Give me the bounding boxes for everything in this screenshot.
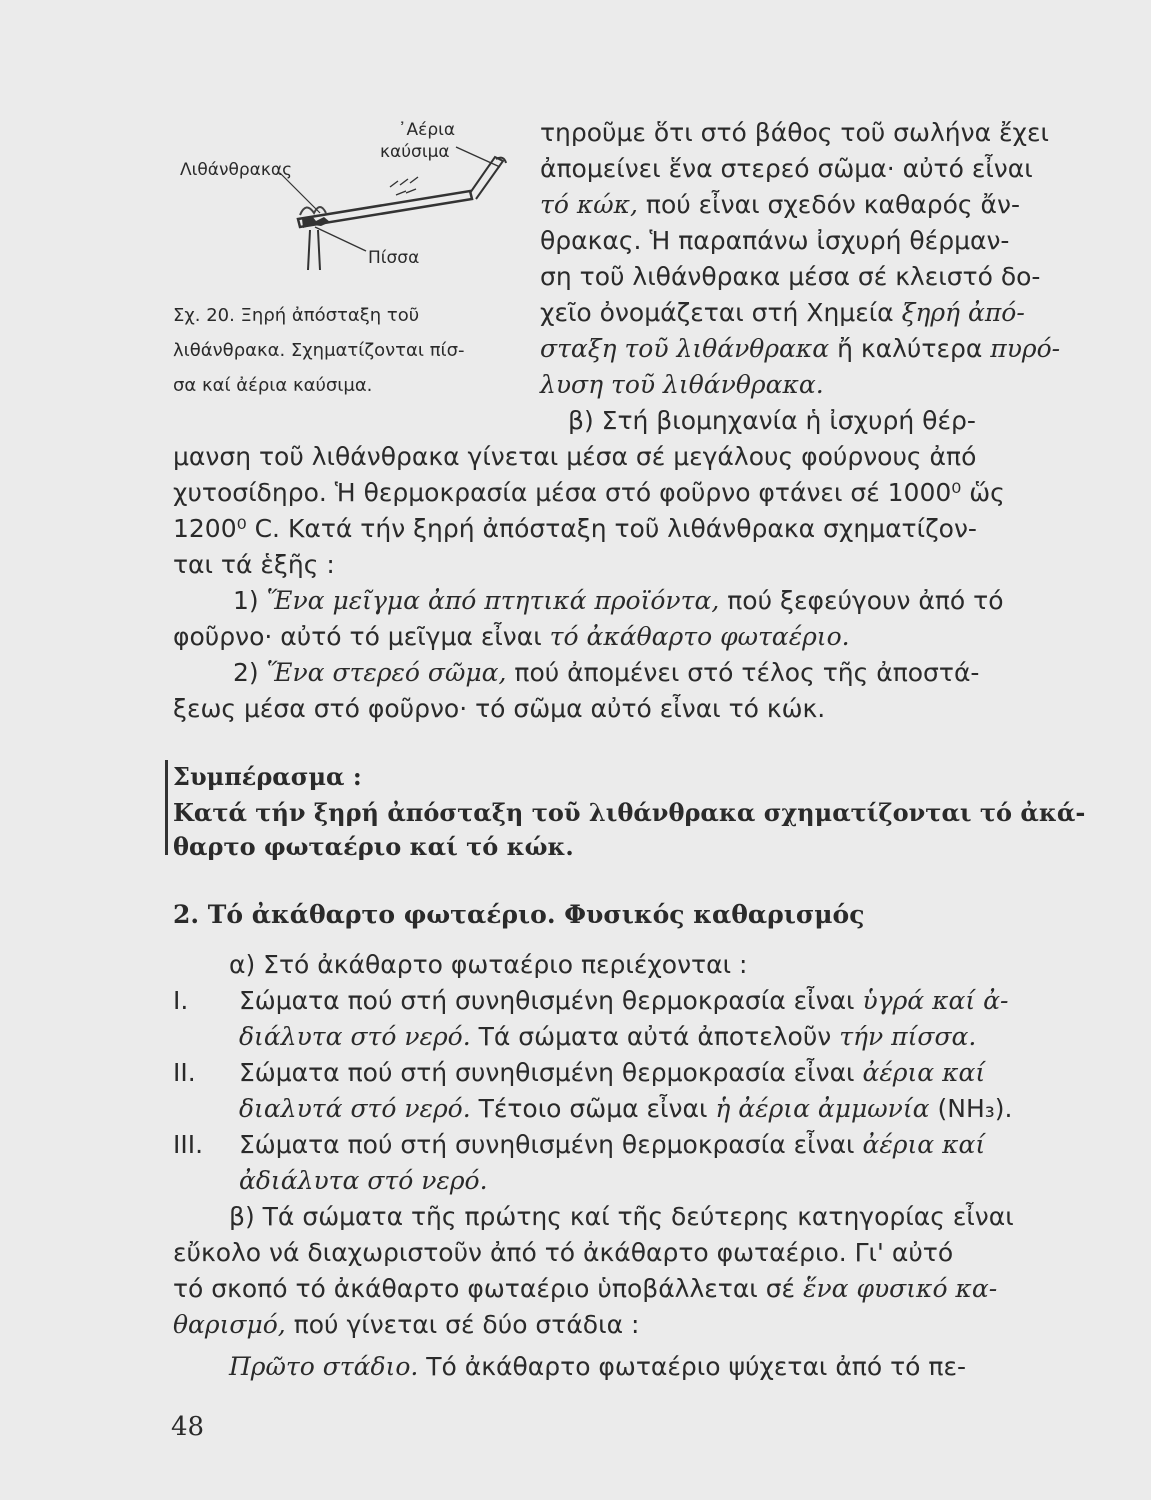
coal-pieces xyxy=(302,216,330,228)
conclusion-rule xyxy=(165,760,168,855)
right-column-line-5: ση τοῦ λιθάνθρακα μέσα σέ κλειστό δο- xyxy=(540,262,1041,291)
list-item-2-line-2: ξεως μέσα στό φοῦρνο· τό σῶμα αὐτό εἶναι τό κώκ. xyxy=(173,694,826,723)
support-stand xyxy=(308,230,320,270)
label-gas-2: καύσιμα xyxy=(380,142,450,162)
gas-outlet-tube xyxy=(470,157,503,199)
body-line-4: ται τά ἑξῆς : xyxy=(173,550,335,579)
hatching-marks xyxy=(390,177,418,195)
label-gas-1: ᾿Αέρια xyxy=(398,120,456,140)
label-coal: Λιθάνθρακας xyxy=(180,160,293,180)
category-I-line-1: I. Σώματα πού στή συνηθισμένη θερμοκρασία εἶναι ὑγρά καί ἀ- xyxy=(173,986,1009,1015)
right-column-line-4: θρακας. Ἡ παραπάνω ἰσχυρή θέρμαν- xyxy=(540,226,1010,255)
figure-caption-line-3: σα καί ἀέρια καύσιμα. xyxy=(173,375,373,396)
category-III-line-1: III. Σώματα πού στή συνηθισμένη θερμοκρασία εἶναι ἀέρια καί xyxy=(173,1130,986,1159)
first-stage-line: Πρῶτο στάδιο. Τό ἀκάθαρτο φωταέριο ψύχεται ἀπό τό πε- xyxy=(229,1352,966,1381)
paragraph-b-line-4: θαρισμό, πού γίνεται σέ δύο στάδια : xyxy=(173,1310,640,1339)
right-column-line-6: χεῖο ὀνομάζεται στή Χημεία ξηρή ἀπό- xyxy=(540,298,1025,327)
paragraph-b-line-2: εὔκολο νά διαχωριστοῦν ἀπό τό ἀκάθαρτο φωταέριο. Γι' αὐτό xyxy=(173,1238,954,1267)
tar-pointer-line xyxy=(315,227,366,251)
label-tar: Πίσσα xyxy=(368,248,420,268)
list-item-2: 2) Ἕνα στερεό σῶμα, πού ἀπομένει στό τέλος τῆς ἀποστά- xyxy=(233,658,980,687)
right-column-line-8: λυση τοῦ λιθάνθρακα. xyxy=(540,370,824,399)
burner-flame xyxy=(300,207,326,215)
figure-caption-line-2: λιθάνθρακα. Σχηματίζονται πίσ- xyxy=(173,340,465,361)
right-column-line-3: τό κώκ, πού εἶναι σχεδόν καθαρός ἄν- xyxy=(540,190,1021,219)
category-II-line-2: διαλυτά στό νερό. Τέτοιο σῶμα εἶναι ἡ ἀέρια ἀμμωνία (NH₃). xyxy=(239,1094,1013,1123)
body-line-3: 1200⁰ C. Κατά τήν ξηρή ἀπόσταξη τοῦ λιθάνθρακα σχηματίζον- xyxy=(173,514,977,543)
distillation-figure xyxy=(170,115,530,285)
body-line-2: χυτοσίδηρο. Ἡ θερμοκρασία μέσα στό φοῦρνο φτάνει σέ 1000⁰ ὥς xyxy=(173,478,1005,507)
figure-caption-line-1: Σχ. 20. Ξηρή ἀπόσταξη τοῦ xyxy=(173,305,420,326)
list-item-1: 1) Ἕνα μεῖγμα ἀπό πτητικά προϊόντα, πού ξεφεύγουν ἀπό τό xyxy=(233,586,1004,615)
page-number: 48 xyxy=(171,1412,205,1442)
right-column-line-9: β) Στή βιομηχανία ἡ ἰσχυρή θέρ- xyxy=(568,406,976,435)
conclusion-line-1: Κατά τήν ξηρή ἀπόσταξη τοῦ λιθάνθρακα σχηματίζονται τό ἀκά- xyxy=(173,798,1086,827)
category-III-line-2: ἀδιάλυτα στό νερό. xyxy=(239,1166,488,1195)
category-I-line-2: διάλυτα στό νερό. Τά σώματα αὐτά ἀποτελοῦν τήν πίσσα. xyxy=(239,1022,977,1051)
section-heading: 2. Τό ἀκάθαρτο φωταέριο. Φυσικός καθαρισμός xyxy=(173,900,865,929)
conclusion-line-2: θαρτο φωταέριο καί τό κώκ. xyxy=(173,832,574,861)
section-intro: α) Στό ἀκάθαρτο φωταέριο περιέχονται : xyxy=(229,950,748,979)
body-line-1: μανση τοῦ λιθάνθρακα γίνεται μέσα σέ μεγάλους φούρνους ἀπό xyxy=(173,442,977,471)
conclusion-title: Συμπέρασμα : xyxy=(173,762,362,791)
right-column-line-7: σταξη τοῦ λιθάνθρακα ἤ καλύτερα πυρό- xyxy=(540,334,1061,363)
gas-pointer-line xyxy=(456,147,500,167)
category-II-line-1: II. Σώματα πού στή συνηθισμένη θερμοκρασία εἶναι ἀέρια καί xyxy=(173,1058,986,1087)
paragraph-b-line-3: τό σκοπό τό ἀκάθαρτο φωταέριο ὑποβάλλεται σέ ἕνα φυσικό κα- xyxy=(173,1274,998,1303)
right-column-line-1: τηροῦμε ὅτι στό βάθος τοῦ σωλήνα ἔχει xyxy=(540,118,1049,147)
list-item-1-line-2: φοῦρνο· αὐτό τό μεῖγμα εἶναι τό ἀκάθαρτο φωταέριο. xyxy=(173,622,850,651)
right-column-line-2: ἀπομείνει ἕνα στερεό σῶμα· αὐτό εἶναι xyxy=(540,154,1033,183)
paragraph-b-line-1: β) Τά σώματα τῆς πρώτης καί τῆς δεύτερης κατηγορίας εἶναι xyxy=(229,1202,1014,1231)
